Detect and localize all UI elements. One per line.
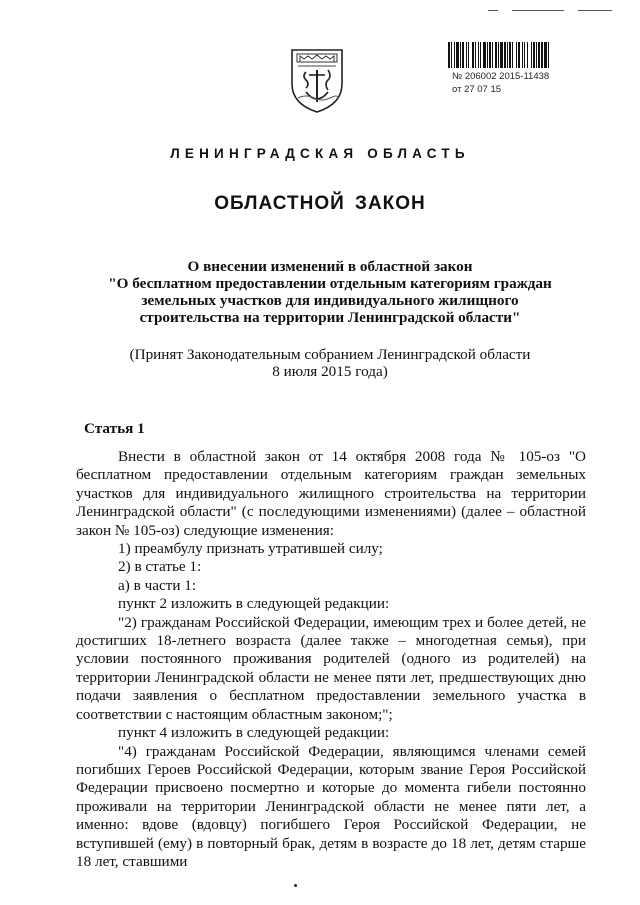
document-type: ОБЛАСТНОЙ ЗАКОН bbox=[214, 193, 426, 214]
paragraph: пункт 4 изложить в следующей редакции: bbox=[118, 724, 390, 742]
region-title: ЛЕНИНГРАДСКАЯ ОБЛАСТЬ bbox=[170, 146, 470, 161]
adoption-note bbox=[60, 346, 600, 380]
law-title bbox=[60, 258, 600, 326]
law-title-line: О внесении изменений в областной закон bbox=[187, 258, 473, 275]
law-title-line: "О бесплатном предоставлении отдельным категориям граждан bbox=[108, 275, 552, 292]
paragraph: а) в части 1: bbox=[118, 576, 197, 594]
article-heading: Статья 1 bbox=[84, 420, 145, 437]
scan-marks bbox=[488, 10, 612, 11]
paragraph: пункт 2 изложить в следующей редакции: bbox=[118, 595, 390, 613]
paragraph: Внести в областной закон от 14 октября 2008 года № 105-оз "О бесплатном предоставлении отдельным категориям граждан земельных участков для индивидуального жилищного строительства на территории Ленинградской области" (с последующими изменениями) (далее – областной закон № 105-оз) следующие изменения: bbox=[76, 448, 586, 539]
article-body bbox=[76, 448, 586, 871]
adoption-note-line: 8 июля 2015 года) bbox=[272, 363, 388, 380]
registration-number: № 206002 2015-11438 bbox=[452, 71, 550, 82]
coat-of-arms-icon bbox=[288, 46, 346, 114]
paragraph: "4) гражданам Российской Федерации, являющимся членами семей погибших Героев Российской Федерации, которым звание Героя Российской Федерации присвоено посмертно и которые до момента гибели постоянно проживали на территории Ленинградской области не менее пяти лет, а именно: вдове (вдовцу) погибшего Героя Российской Федерации, не вступившей (ему) в повторный брак, детям в возрасте до 18 лет, детям старше 18 лет, ставшими bbox=[76, 742, 586, 870]
barcode-icon bbox=[448, 42, 596, 68]
registration-date: от 27 07 15 bbox=[452, 84, 502, 95]
paragraph: "2) гражданам Российской Федерации, имеющим трех и более детей, не достигших 18-летнего возраста (далее также – многодетная семья), при условии постоянного проживания родителей (одного из родителей) на территории Ленинградской области не менее пяти лет, предшествующих дню подачи заявления о бесплатном предоставлении земельного участка в соответствии с настоящим областным законом;"; bbox=[76, 613, 586, 723]
paragraph: 2) в статье 1: bbox=[118, 558, 202, 576]
adoption-note-line: (Принят Законодательным собранием Ленинградской области bbox=[129, 346, 531, 363]
law-title-line: земельных участков для индивидуального жилищного bbox=[141, 292, 519, 309]
scan-dot bbox=[294, 884, 297, 887]
registration-block bbox=[452, 70, 549, 96]
paragraph: 1) преамбулу признать утратившей силу; bbox=[118, 540, 383, 558]
law-title-line: строительства на территории Ленинградской области" bbox=[139, 309, 521, 326]
